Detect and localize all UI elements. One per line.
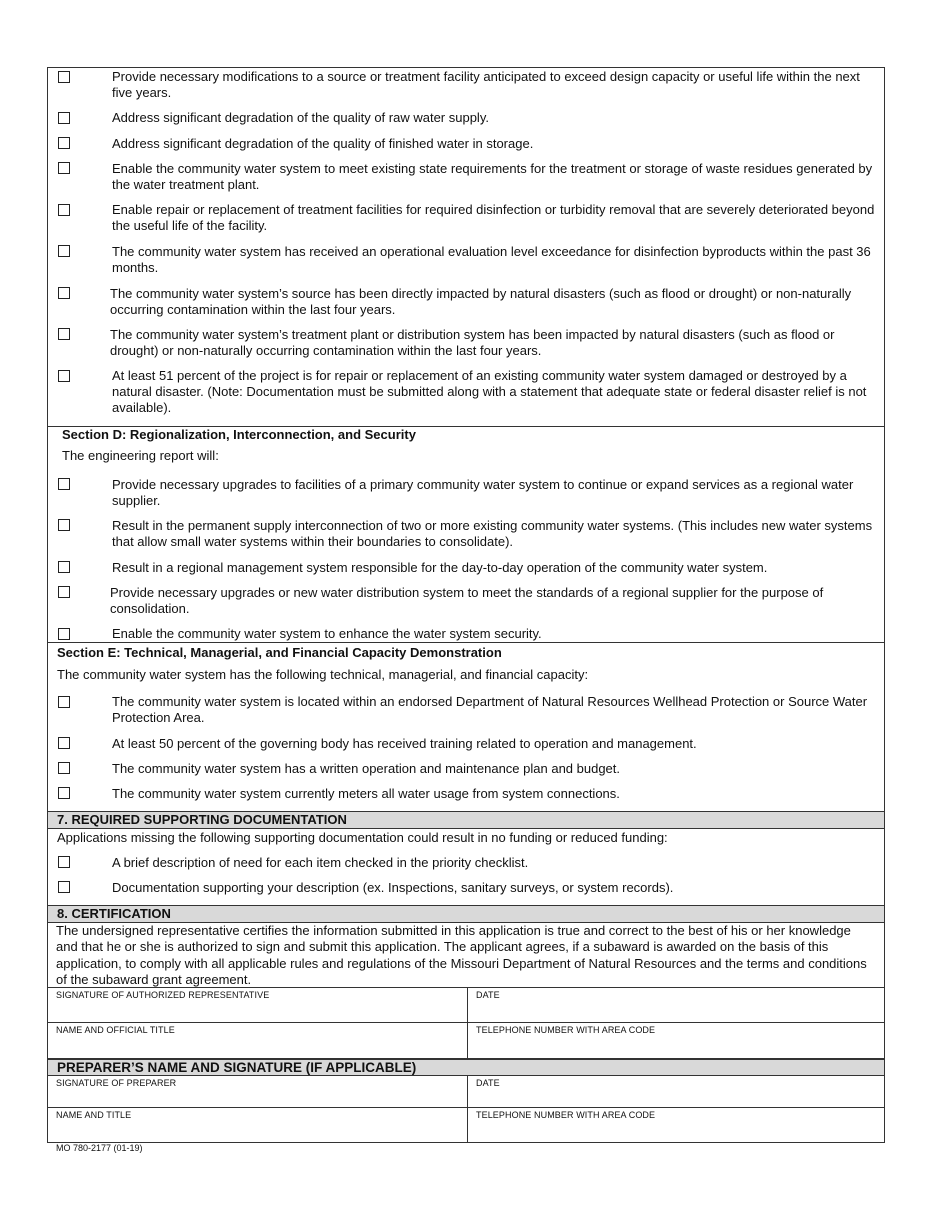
item-disinfection-repair: Enable repair or replacement of treatment facilities for required disinfection or turbidity removal that are severely deteriorated beyond the useful life of the facility. <box>112 202 875 233</box>
authorized-date-field <box>468 988 884 1023</box>
checkbox-regional-management[interactable] <box>58 561 70 573</box>
checkbox-distribution-upgrades[interactable] <box>58 586 70 598</box>
item-raw-water-degradation: Address significant degradation of the quality of raw water supply. <box>112 110 489 125</box>
checkbox-capacity-modifications[interactable] <box>58 71 70 83</box>
checkbox-need-description[interactable] <box>58 856 70 868</box>
preparer-name-input[interactable] <box>56 1123 459 1141</box>
preparer-name-label: NAME AND TITLE <box>56 1110 132 1120</box>
checkbox-governing-training[interactable] <box>58 737 70 749</box>
authorized-signature-field <box>48 988 468 1023</box>
official-phone-input[interactable] <box>476 1038 876 1056</box>
checkbox-waste-residues[interactable] <box>58 162 70 174</box>
preparer-phone-label: TELEPHONE NUMBER WITH AREA CODE <box>476 1110 656 1120</box>
section-d-intro: The engineering report will: <box>62 448 219 463</box>
section-7-intro: Applications missing the following supporting documentation could result in no funding or reduced funding: <box>57 830 668 845</box>
checkbox-water-security[interactable] <box>58 628 70 640</box>
official-phone-label: TELEPHONE NUMBER WITH AREA CODE <box>476 1025 656 1035</box>
preparer-title: PREPARER’S NAME AND SIGNATURE (IF APPLICABLE) <box>48 1059 884 1076</box>
authorized-date-input[interactable] <box>476 1002 876 1020</box>
preparer-phone-input[interactable] <box>476 1123 876 1141</box>
item-interconnection: Result in the permanent supply interconnection of two or more existing community water systems. (This includes new water systems that allow small water systems within their boundaries to consolidate). <box>112 518 873 549</box>
item-disaster-repair: At least 51 percent of the project is for repair or replacement of an existing community water system damaged or destroyed by a natural disaster. (Note: Documentation must be submitted along with a statement that adequate state or federal disaster relief is not available). <box>112 368 867 415</box>
item-meters-usage: The community water system currently meters all water usage from system connections. <box>112 786 620 801</box>
checkbox-finished-water-degradation[interactable] <box>58 137 70 149</box>
authorized-signature-label: SIGNATURE OF AUTHORIZED REPRESENTATIVE <box>56 990 270 1000</box>
section-e-title: Section E: Technical, Managerial, and Financial Capacity Demonstration <box>57 645 502 660</box>
item-operation-plan: The community water system has a written operation and maintenance plan and budget. <box>112 761 621 776</box>
item-need-description: A brief description of need for each item checked in the priority checklist. <box>112 855 529 870</box>
checkbox-raw-water-degradation[interactable] <box>58 112 70 124</box>
preparer-date-input[interactable] <box>476 1087 876 1105</box>
preparer-date-label: DATE <box>476 1078 500 1088</box>
preparer-phone-field <box>468 1108 884 1143</box>
section-e-intro: The community water system has the following technical, managerial, and financial capacity: <box>57 667 589 682</box>
checkbox-interconnection[interactable] <box>58 519 70 531</box>
item-distribution-upgrades: Provide necessary upgrades or new water distribution system to meet the standards of a regional supplier for the purpose of consolidation. <box>110 585 824 616</box>
section-7-title: 7. REQUIRED SUPPORTING DOCUMENTATION <box>48 811 884 829</box>
item-waste-residues: Enable the community water system to meet existing state requirements for the treatment or storage of waste residues generated by the water treatment plant. <box>112 161 873 192</box>
preparer-name-field <box>48 1108 468 1143</box>
checkbox-treatment-natural-disaster[interactable] <box>58 328 70 340</box>
authorized-date-label: DATE <box>476 990 500 1000</box>
item-water-security: Enable the community water system to enhance the water system security. <box>112 626 542 641</box>
divider <box>48 642 884 643</box>
item-governing-training: At least 50 percent of the governing body has received training related to operation and management. <box>112 736 697 751</box>
checkbox-supporting-documentation[interactable] <box>58 881 70 893</box>
preparer-date-field <box>468 1076 884 1108</box>
item-regional-supplier: Provide necessary upgrades to facilities of a primary community water system to continue or expand services as a regional water supplier. <box>112 477 854 508</box>
official-name-input[interactable] <box>56 1038 459 1056</box>
item-regional-management: Result in a regional management system responsible for the day-to-day operation of the community water system. <box>112 560 768 575</box>
checkbox-operation-plan[interactable] <box>58 762 70 774</box>
official-name-field <box>48 1023 468 1059</box>
item-capacity-modifications: Provide necessary modifications to a source or treatment facility anticipated to exceed design capacity or useful life within the next five years. <box>112 69 860 100</box>
official-phone-field <box>468 1023 884 1059</box>
checkbox-source-natural-disaster[interactable] <box>58 287 70 299</box>
checkbox-disinfection-repair[interactable] <box>58 204 70 216</box>
section-8-title: 8. CERTIFICATION <box>48 905 884 923</box>
item-source-natural-disaster: The community water system’s source has been directly impacted by natural disasters (such as flood or drought) or non-naturally occurring contamination within the last four years. <box>110 286 852 317</box>
checkbox-regional-supplier[interactable] <box>58 478 70 490</box>
checkbox-wellhead-protection[interactable] <box>58 696 70 708</box>
item-disinfection-byproducts: The community water system has received an operational evaluation level exceedance for disinfection byproducts within the past 36 months. <box>112 244 871 275</box>
item-supporting-documentation: Documentation supporting your description (ex. Inspections, sanitary surveys, or system records). <box>112 880 674 895</box>
item-finished-water-degradation: Address significant degradation of the quality of finished water in storage. <box>112 136 534 151</box>
item-treatment-natural-disaster: The community water system’s treatment plant or distribution system has been impacted by natural disasters (such as flood or drought) or non-naturally occurring contamination within the last four years. <box>110 327 835 358</box>
item-wellhead-protection: The community water system is located within an endorsed Department of Natural Resources Wellhead Protection or Source Water Protection Area. <box>112 694 868 725</box>
section-d-title: Section D: Regionalization, Interconnection, and Security <box>62 427 416 442</box>
certification-text: The undersigned representative certifies the information submitted in this application is true and correct to the best of his or her knowledge and that he or she is authorized to sign and submit this application. The applicant agrees, if a subaward is awarded on the basis of this application, to comply with all applicable rules and regulations of the Missouri Department of Natural Resources and the terms and conditions of the subaward grant agreement. <box>56 923 867 987</box>
preparer-signature-label: SIGNATURE OF PREPARER <box>56 1078 177 1088</box>
form-number: MO 780-2177 (01-19) <box>56 1143 143 1153</box>
preparer-signature-field <box>48 1076 468 1108</box>
preparer-signature-input[interactable] <box>56 1087 459 1105</box>
official-name-label: NAME AND OFFICIAL TITLE <box>56 1025 175 1035</box>
checkbox-meters-usage[interactable] <box>58 787 70 799</box>
checkbox-disinfection-byproducts[interactable] <box>58 245 70 257</box>
authorized-signature-input[interactable] <box>56 1002 459 1020</box>
application-form <box>47 67 885 1143</box>
checkbox-disaster-repair[interactable] <box>58 370 70 382</box>
